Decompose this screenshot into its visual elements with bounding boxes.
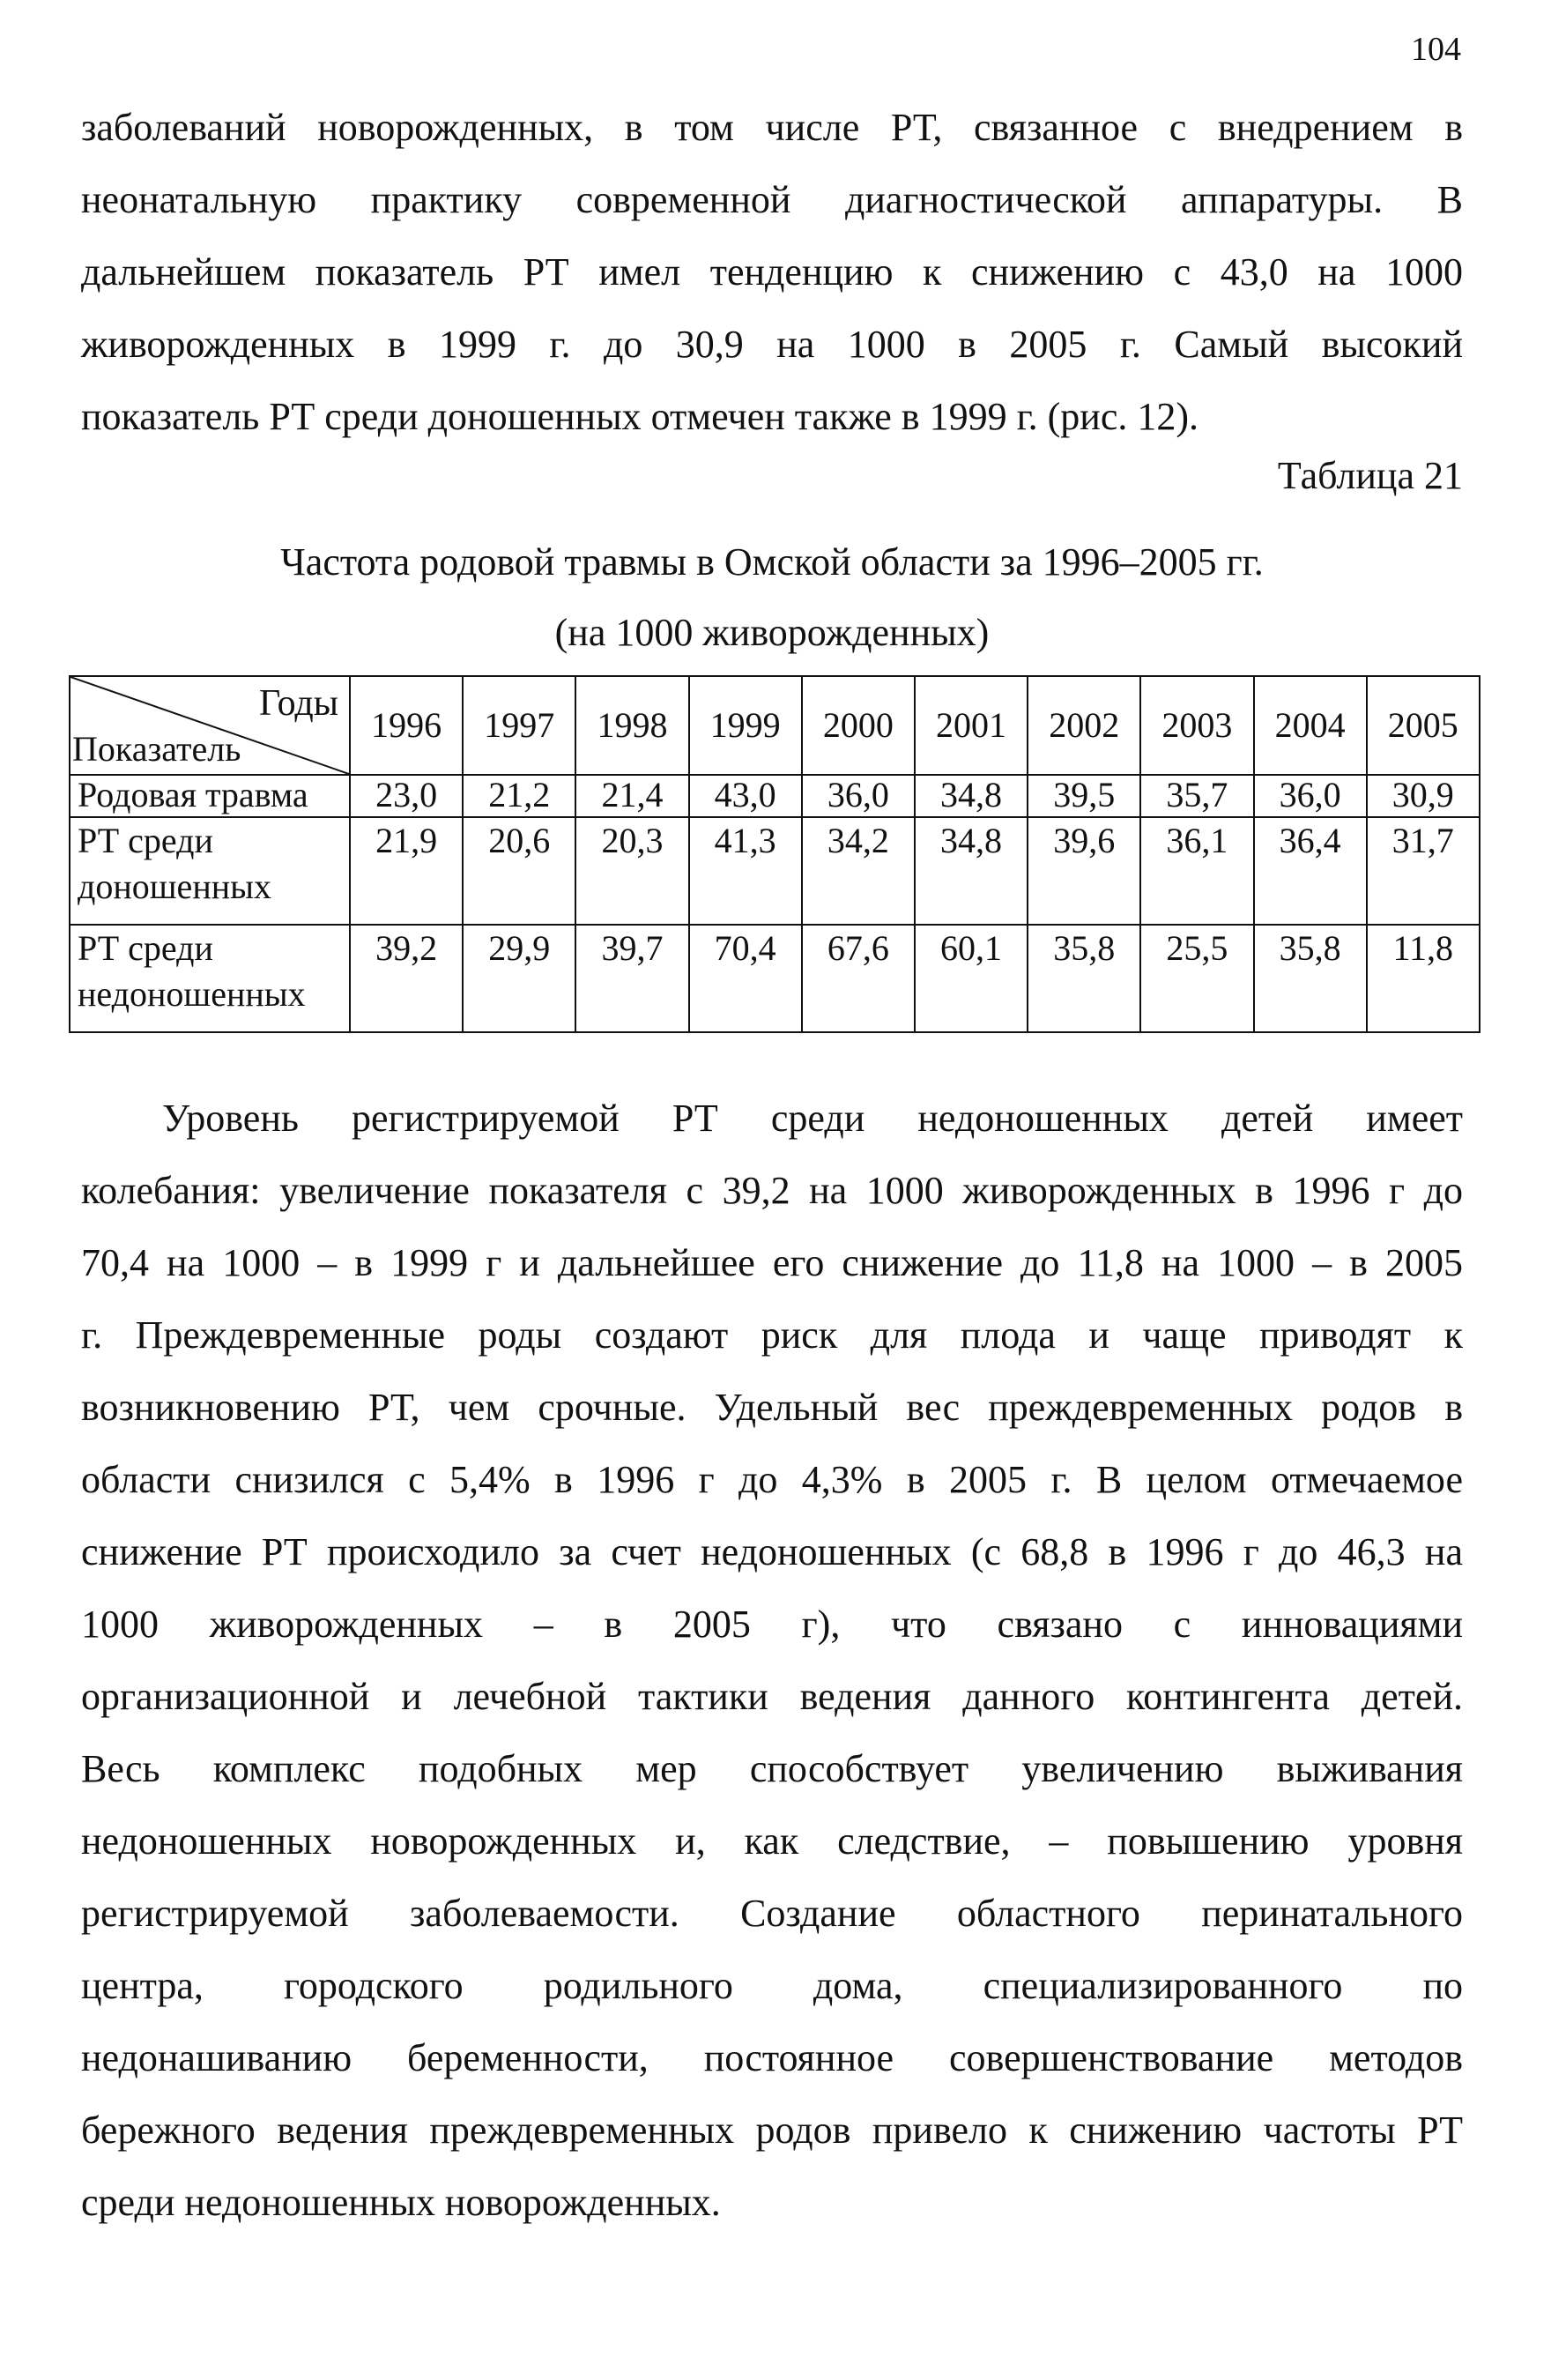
year-header: 2000 xyxy=(802,676,915,775)
table-cell: 29,9 xyxy=(463,925,575,1032)
row-label: РТ среди недоношенных xyxy=(70,925,350,1032)
row-label: Родовая травма xyxy=(70,775,350,817)
table-cell: 39,6 xyxy=(1028,817,1140,925)
year-header: 2005 xyxy=(1367,676,1480,775)
table-cell: 21,9 xyxy=(350,817,463,925)
paragraph-analysis xyxy=(81,1082,1463,2239)
text-line: 70,4 на 1000 – в 1999 г и дальнейшее его снижение до 11,8 на 1000 – в 2005 xyxy=(81,1241,1463,1284)
table-cell: 34,8 xyxy=(915,775,1028,817)
table-row xyxy=(70,775,1480,817)
table-row xyxy=(70,925,1480,1032)
text-line: 1000 живорожденных – в 2005 г), что связано с инновациями xyxy=(81,1603,1463,1646)
text-line: области снизился с 5,4% в 1996 г до 4,3% в 2005 г. В целом отмечаемое xyxy=(81,1458,1463,1501)
text-line: среди недоношенных новорожденных. xyxy=(81,2181,721,2224)
text-line: колебания: увеличение показателя с 39,2 на 1000 живорожденных в 1996 г до xyxy=(81,1169,1463,1212)
table-cell: 30,9 xyxy=(1367,775,1480,817)
table-cell: 36,4 xyxy=(1254,817,1367,925)
table-cell: 60,1 xyxy=(915,925,1028,1032)
table-cell: 25,5 xyxy=(1140,925,1253,1032)
year-header: 2004 xyxy=(1254,676,1367,775)
table-title-line: Частота родовой травмы в Омской области за 1996–2005 гг. xyxy=(280,540,1264,584)
row-label: РТ среди доношенных xyxy=(70,817,350,925)
page-number: 104 xyxy=(1411,31,1461,68)
corner-header-cell xyxy=(70,676,350,775)
table-cell: 36,0 xyxy=(802,775,915,817)
table-cell: 39,5 xyxy=(1028,775,1140,817)
year-header: 1999 xyxy=(689,676,802,775)
year-header: 2003 xyxy=(1140,676,1253,775)
text-line: неонатальную практику современной диагностической аппаратуры. В xyxy=(81,178,1463,221)
table-cell: 41,3 xyxy=(689,817,802,925)
text-line: Весь комплекс подобных мер способствует увеличению выживания xyxy=(81,1747,1463,1790)
text-line: Уровень регистрируемой РТ среди недоношенных детей имеет xyxy=(162,1097,1463,1140)
table-cell: 21,4 xyxy=(575,775,688,817)
table-cell: 39,2 xyxy=(350,925,463,1032)
corner-indicator-label: Показатель xyxy=(72,729,241,769)
text-line: бережного ведения преждевременных родов привело к снижению частоты РТ xyxy=(81,2109,1463,2152)
text-line: живорожденных в 1999 г. до 30,9 на 1000 в 2005 г. Самый высокий xyxy=(81,323,1463,366)
table-cell: 36,1 xyxy=(1140,817,1253,925)
table-cell: 43,0 xyxy=(689,775,802,817)
table-label: Таблица 21 xyxy=(1277,454,1463,497)
table-cell: 35,7 xyxy=(1140,775,1253,817)
table-cell: 35,8 xyxy=(1028,925,1140,1032)
year-header: 1997 xyxy=(463,676,575,775)
year-header: 1998 xyxy=(575,676,688,775)
table-cell: 20,6 xyxy=(463,817,575,925)
table-subtitle-line: (на 1000 живорожденных) xyxy=(554,611,990,654)
year-header: 2001 xyxy=(915,676,1028,775)
table-row xyxy=(70,817,1480,925)
table-cell: 11,8 xyxy=(1367,925,1480,1032)
year-header: 1996 xyxy=(350,676,463,775)
table-cell: 39,7 xyxy=(575,925,688,1032)
table-title xyxy=(81,527,1463,668)
table-cell: 70,4 xyxy=(689,925,802,1032)
corner-years-label: Годы xyxy=(259,683,338,724)
text-line: регистрируемой заболеваемости. Создание областного перинатального xyxy=(81,1892,1463,1935)
table-cell: 34,8 xyxy=(915,817,1028,925)
table-cell: 35,8 xyxy=(1254,925,1367,1032)
table-cell: 67,6 xyxy=(802,925,915,1032)
table-header-row xyxy=(70,676,1480,775)
year-header: 2002 xyxy=(1028,676,1140,775)
text-line: недонашиванию беременности, постоянное совершенствование методов xyxy=(81,2036,1463,2079)
text-line: показатель РТ среди доношенных отмечен также в 1999 г. (рис. 12). xyxy=(81,395,1199,438)
text-line: снижение РТ происходило за счет недоношенных (с 68,8 в 1996 г до 46,3 на xyxy=(81,1530,1463,1573)
text-line: центра, городского родильного дома, специализированного по xyxy=(81,1964,1463,2007)
table-cell: 31,7 xyxy=(1367,817,1480,925)
text-line: заболеваний новорожденных, в том числе РТ, связанное с внедрением в xyxy=(81,106,1463,149)
table-cell: 34,2 xyxy=(802,817,915,925)
text-line: возникновению РТ, чем срочные. Удельный вес преждевременных родов в xyxy=(81,1386,1463,1429)
table-cell: 20,3 xyxy=(575,817,688,925)
table-cell: 21,2 xyxy=(463,775,575,817)
table-cell: 36,0 xyxy=(1254,775,1367,817)
text-line: дальнейшем показатель РТ имел тенденцию к снижению с 43,0 на 1000 xyxy=(81,250,1463,294)
table-cell: 23,0 xyxy=(350,775,463,817)
text-line: организационной и лечебной тактики ведения данного контингента детей. xyxy=(81,1675,1463,1718)
paragraph-intro xyxy=(81,92,1463,453)
text-line: недоношенных новорожденных и, как следствие, – повышению уровня xyxy=(81,1819,1463,1863)
data-table xyxy=(69,675,1480,1033)
text-line: г. Преждевременные роды создают риск для плода и чаще приводят к xyxy=(81,1313,1463,1357)
